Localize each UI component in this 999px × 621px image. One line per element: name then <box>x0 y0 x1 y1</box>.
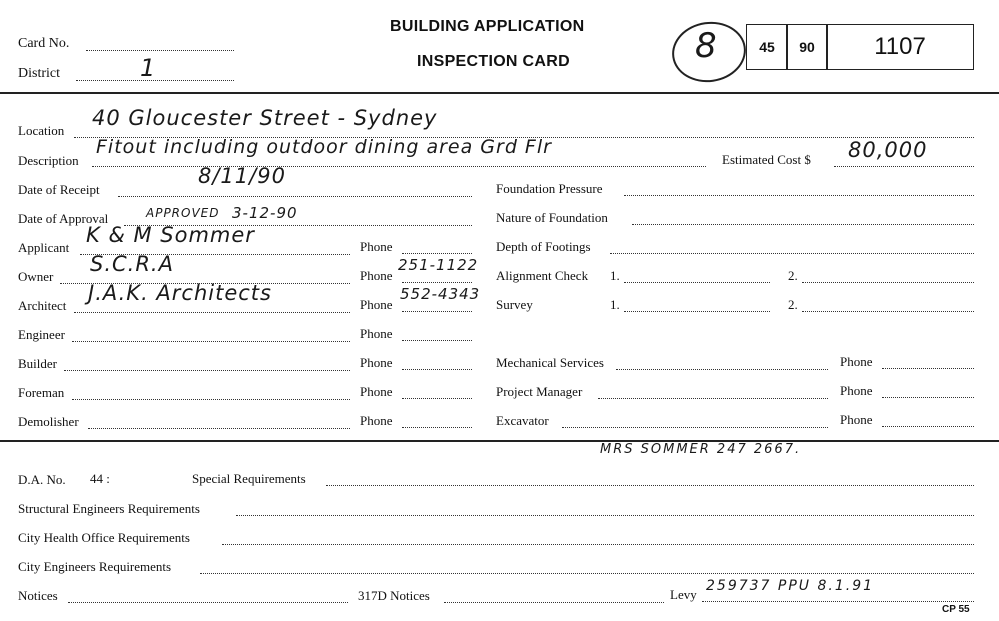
architect-field <box>74 312 350 313</box>
city-health-office-field <box>222 544 974 545</box>
applicant-phone-field <box>402 253 472 254</box>
mechanical-services-phone-field <box>882 368 974 369</box>
location-label: Location <box>18 123 65 138</box>
da-no-label: D.A. No. <box>18 472 66 487</box>
survey-label: Survey <box>496 297 533 312</box>
approved-stamp: APPROVED <box>146 206 220 220</box>
applicant-phone-label: Phone <box>360 239 393 254</box>
location-value: 40 Gloucester Street - Sydney <box>92 106 438 130</box>
architect-phone-label: Phone <box>360 297 393 312</box>
notices-317d-field <box>444 602 664 603</box>
form-code: CP 55 <box>942 604 970 615</box>
survey-n1: 1. <box>610 297 620 312</box>
owner-label: Owner <box>18 269 54 284</box>
alignment-check-label: Alignment Check <box>496 268 589 283</box>
mechanical-services-label: Mechanical Services <box>496 355 604 370</box>
estimated-cost-field <box>834 166 974 167</box>
demolisher-field <box>88 428 350 429</box>
project-manager-phone-label: Phone <box>840 383 873 398</box>
foreman-field <box>72 399 350 400</box>
date-of-receipt-label: Date of Receipt <box>18 182 100 197</box>
notices-label: Notices <box>18 588 58 603</box>
alignment-check-n1: 1. <box>610 268 620 283</box>
header-divider <box>0 92 999 94</box>
description-value: Fitout including outdoor dining area Grd Flr <box>96 136 552 158</box>
engineer-phone-label: Phone <box>360 326 393 341</box>
project-manager-field <box>598 398 828 399</box>
nature-of-foundation-label: Nature of Foundation <box>496 210 608 225</box>
date-of-receipt-value: 8/11/90 <box>198 164 286 188</box>
levy-label: Levy <box>670 587 697 602</box>
card-no-label: Card No. <box>18 36 70 51</box>
circled-number: 8 <box>695 26 718 66</box>
project-manager-phone-field <box>882 397 974 398</box>
survey-n2: 2. <box>788 297 798 312</box>
owner-phone-field <box>402 282 472 283</box>
estimated-cost-label: Estimated Cost $ <box>722 152 811 167</box>
engineer-field <box>72 341 350 342</box>
mechanical-services-phone-label: Phone <box>840 354 873 369</box>
mechanical-services-field <box>616 369 828 370</box>
excavator-phone-label: Phone <box>840 412 873 427</box>
project-manager-label: Project Manager <box>496 384 583 399</box>
date-of-receipt-field <box>118 196 472 197</box>
alignment-check-field-1 <box>624 282 770 283</box>
demolisher-phone-label: Phone <box>360 413 393 428</box>
builder-field <box>64 370 350 371</box>
alignment-check-n2: 2. <box>788 268 798 283</box>
architect-phone-field <box>402 311 472 312</box>
excavator-field <box>562 427 828 428</box>
owner-value: S.C.R.A <box>90 252 174 276</box>
estimated-cost-value: 80,000 <box>848 138 928 162</box>
date-of-approval-label: Date of Approval <box>18 211 109 226</box>
builder-label: Builder <box>18 356 57 371</box>
levy-value: 259737 PPU 8.1.91 <box>706 578 875 594</box>
engineer-label: Engineer <box>18 327 65 342</box>
demolisher-phone-field <box>402 427 472 428</box>
city-engineers-label: City Engineers Requirements <box>18 559 172 574</box>
middle-divider <box>0 440 999 442</box>
foundation-pressure-label: Foundation Pressure <box>496 181 603 196</box>
district-label: District <box>18 66 60 81</box>
foundation-pressure-field <box>624 195 974 196</box>
special-requirements-field <box>326 485 974 486</box>
da-no-value: 44 : <box>90 471 110 486</box>
city-engineers-field <box>200 573 974 574</box>
demolisher-label: Demolisher <box>18 414 79 429</box>
depth-of-footings-label: Depth of Footings <box>496 239 591 254</box>
foreman-label: Foreman <box>18 385 65 400</box>
description-label: Description <box>18 153 79 168</box>
number-box-c: 1107 <box>826 24 974 70</box>
survey-field-1 <box>624 311 770 312</box>
architect-label: Architect <box>18 298 67 313</box>
card-title-line2: INSPECTION CARD <box>417 53 570 70</box>
applicant-label: Applicant <box>18 240 70 255</box>
alignment-check-field-2 <box>802 282 974 283</box>
foreman-phone-label: Phone <box>360 384 393 399</box>
district-value: 1 <box>140 54 157 82</box>
description-field <box>92 166 706 167</box>
structural-engineers-label: Structural Engineers Requirements <box>18 501 200 516</box>
number-box-a: 45 <box>746 24 788 70</box>
excavator-label: Excavator <box>496 413 549 428</box>
builder-phone-field <box>402 369 472 370</box>
architect-value: J.A.K. Architects <box>88 281 272 305</box>
engineer-phone-field <box>402 340 472 341</box>
card-no-field <box>86 50 234 51</box>
builder-phone-label: Phone <box>360 355 393 370</box>
levy-field <box>702 601 974 602</box>
nature-of-foundation-field <box>632 224 974 225</box>
owner-phone-label: Phone <box>360 268 393 283</box>
city-health-office-label: City Health Office Requirements <box>18 530 190 545</box>
date-of-approval-value: 3-12-90 <box>232 204 298 222</box>
handwritten-note: MRS SOMMER 247 2667. <box>600 442 802 457</box>
structural-engineers-field <box>236 515 974 516</box>
excavator-phone-field <box>882 426 974 427</box>
survey-field-2 <box>802 311 974 312</box>
owner-phone-value: 251-1122 <box>398 256 479 274</box>
notices-317d-label: 317D Notices <box>358 588 430 603</box>
card-title-line1: BUILDING APPLICATION <box>390 18 585 35</box>
number-box-b: 90 <box>786 24 828 70</box>
foreman-phone-field <box>402 398 472 399</box>
notices-field <box>68 602 348 603</box>
architect-phone-value: 552-4343 <box>400 285 481 303</box>
special-requirements-label: Special Requirements <box>192 471 306 486</box>
depth-of-footings-field <box>610 253 974 254</box>
applicant-value: K & M Sommer <box>86 223 255 247</box>
